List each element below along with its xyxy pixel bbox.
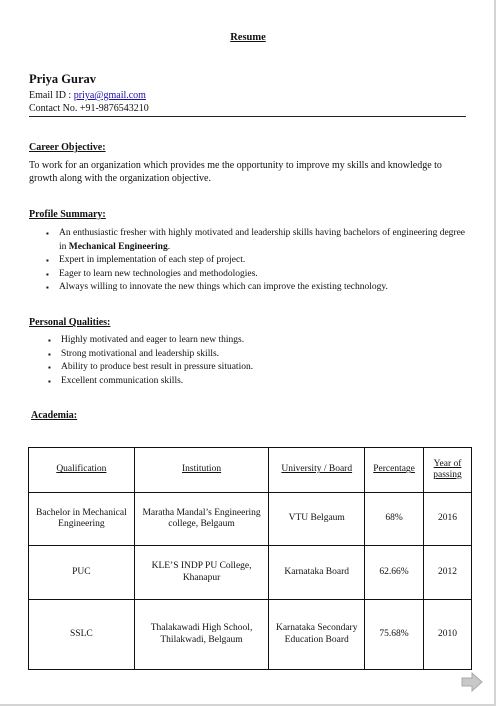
email-link[interactable]: priya@gmail.com xyxy=(73,90,146,101)
table-cell: VTU Belgaum xyxy=(269,493,365,546)
column-header: Year of passing xyxy=(424,448,472,493)
header-divider xyxy=(29,116,466,117)
table-cell: PUC xyxy=(29,546,135,600)
table-cell: 68% xyxy=(365,493,424,546)
table-row xyxy=(29,600,472,670)
table-cell: Karnataka Board xyxy=(269,546,365,600)
table-cell: 75.68% xyxy=(365,600,424,670)
table-header-row xyxy=(29,448,472,493)
list-item: ▪ Strong motivational and leadership skills. xyxy=(48,348,448,362)
personal-qualities-heading: Personal Qualities: xyxy=(29,317,111,328)
column-header: University / Board xyxy=(269,448,365,493)
column-header: Institution xyxy=(134,448,269,493)
career-objective-heading: Career Objective: xyxy=(29,142,106,153)
document-title: Resume xyxy=(230,32,266,43)
table-cell: 2010 xyxy=(424,600,472,670)
profile-summary-list xyxy=(46,227,466,295)
column-header: Qualification xyxy=(29,448,135,493)
list-item: ▪ Highly motivated and eager to learn new things. xyxy=(48,334,448,348)
profile-summary-heading: Profile Summary: xyxy=(29,209,106,220)
degree-name: Mechanical Engineering xyxy=(68,241,168,252)
table-cell: Bachelor in Mechanical Engineering xyxy=(29,493,135,546)
table-cell: 62.66% xyxy=(365,546,424,600)
table-cell: Thalakawadi High School, Thilakwadi, Belgaum xyxy=(134,600,269,670)
table-cell: SSLC xyxy=(29,600,135,670)
contact-number: Contact No. +91-9876543210 xyxy=(29,103,149,114)
table-cell: KLE’S INDP PU College, Khanapur xyxy=(134,546,269,600)
career-objective-text: To work for an organization which provides me the opportunity to improve my skills and knowledge to growth along with the organization objective. xyxy=(29,160,442,184)
column-header: Percentage xyxy=(365,448,424,493)
personal-qualities-list xyxy=(48,334,448,388)
list-item: ▪ Ability to produce best result in pressure situation. xyxy=(48,361,448,375)
email-label: Email ID : xyxy=(29,90,74,101)
email-line xyxy=(29,90,146,101)
table-cell: 2016 xyxy=(424,493,472,546)
next-arrow-icon[interactable] xyxy=(460,672,484,692)
candidate-name: Priya Gurav xyxy=(29,72,97,86)
table-cell: Maratha Mandal’s Engineering college, Belgaum xyxy=(134,493,269,546)
table-cell: 2012 xyxy=(424,546,472,600)
table-cell: Karnataka Secondary Education Board xyxy=(269,600,365,670)
table-row xyxy=(29,546,472,600)
academia-table xyxy=(28,447,472,670)
list-item: ▪ Eager to learn new technologies and methodologies. xyxy=(46,268,466,282)
list-item: ▪ An enthusiastic fresher with highly motivated and leadership skills having bachelors of engineering degree in Mechanical Engineering. xyxy=(46,227,466,254)
list-item: ▪ Always willing to innovate the new things which can improve the existing technology. xyxy=(46,281,466,295)
list-item: ▪ Excellent communication skills. xyxy=(48,375,448,389)
table-row xyxy=(29,493,472,546)
academia-heading: Academia: xyxy=(31,410,78,421)
list-item: ▪ Expert in implementation of each step of project. xyxy=(46,254,466,268)
